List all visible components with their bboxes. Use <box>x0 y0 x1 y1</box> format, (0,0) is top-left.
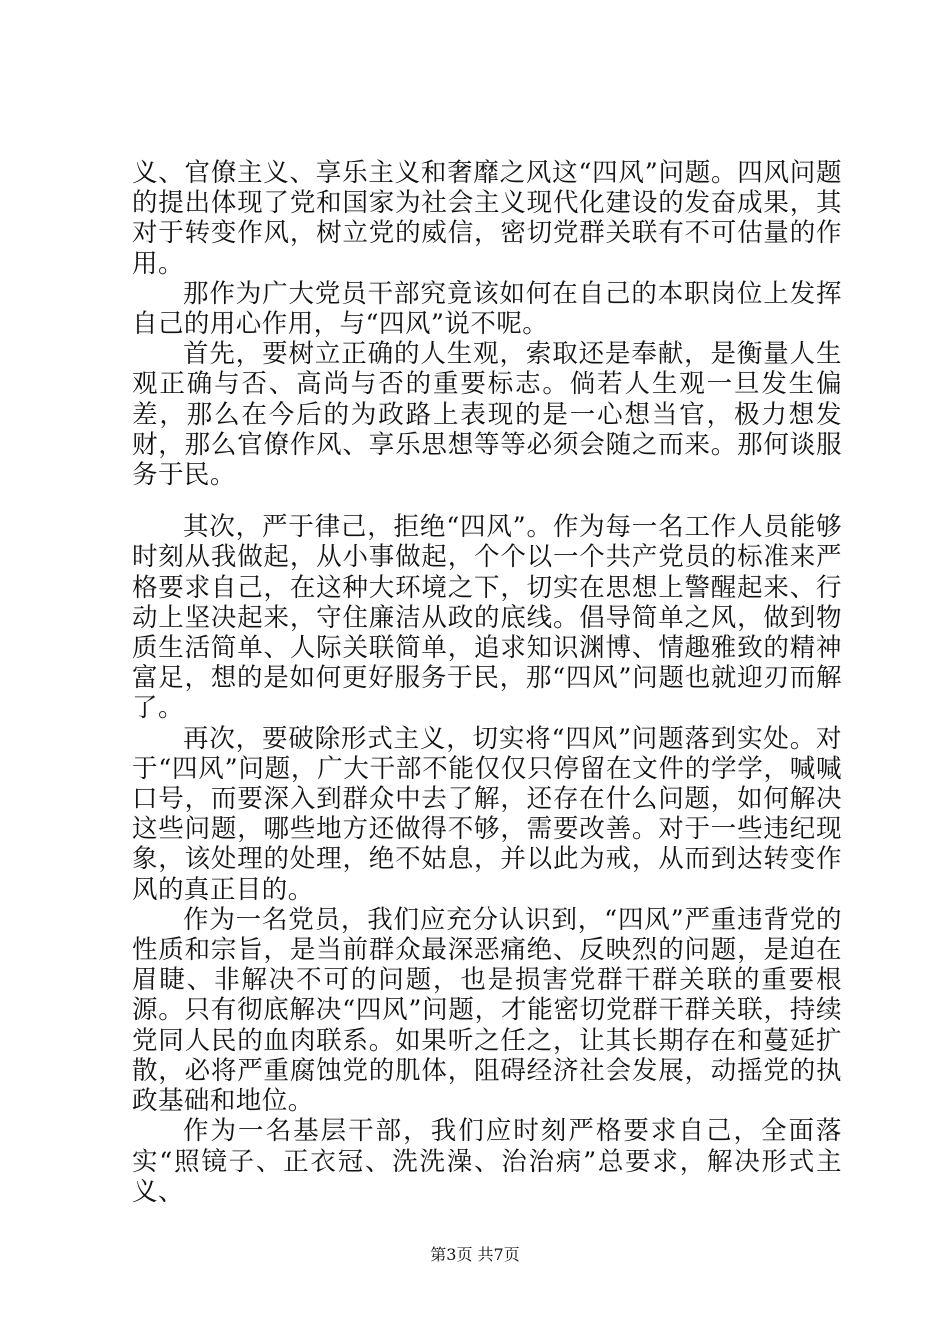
paragraph-2: 那作为广大党员干部究竟该如何在自己的本职岗位上发挥自己的用心作用，与“四风”说不呢。 <box>132 278 842 340</box>
paragraph-4: 其次，严于律己，拒绝“四风”。作为每一名工作人员能够时刻从我做起，从小事做起，个个以一个共产党员的标准来严格要求自己，在这种大环境之下，切实在思想上警醒起来、行动上坚决起来，守住廉洁从政的底线。倡导简单之风，做到物质生活简单、人际关联简单，追求知识渊博、情趣雅致的精神富足，想的是如何更好服务于民，那“四风”问题也就迎刃而解了。 <box>132 512 842 724</box>
paragraph-6: 作为一名党员，我们应充分认识到，“四风”严重违背党的性质和宗旨，是当前群众最深恶痛绝、反映烈的问题，是迫在眉睫、非解决不可的问题，也是损害党群干群关联的重要根源。只有彻底解决“四风”问题，才能密切党群干群关联，持续党同人民的血肉联系。如果听之任之，让其长期存在和蔓延扩散，必将严重腐蚀党的肌体，阻碍经济社会发展，动摇党的执政基础和地位。 <box>132 904 842 1117</box>
paragraph-1: 义、官僚主义、享乐主义和奢靡之风这“四风”问题。四风问题的提出体现了党和国家为社会主义现代化建设的发奋成果，其对于转变作风，树立党的威信，密切党群关联有不可估量的作用。 <box>132 158 842 279</box>
paragraph-gap <box>132 490 842 512</box>
page-number-footer: 第3页 共7页 <box>430 1245 520 1264</box>
paragraph-3: 首先，要树立正确的人生观，索取还是奉献，是衡量人生观正确与否、高尚与否的重要标志。倘若人生观一旦发生偏差，那么在今后的为政路上表现的是一心想当官，极力想发财，那么官僚作风、享乐思想等等必须会随之而来。那何谈服务于民。 <box>132 339 842 491</box>
paragraph-7: 作为一名基层干部，我们应时刻严格要求自己，全面落实“照镜子、正衣冠、洗洗澡、治治病”总要求，解决形式主义、 <box>132 1116 842 1207</box>
document-body <box>132 158 842 1207</box>
paragraph-5: 再次，要破除形式主义，切实将“四风”问题落到实处。对于“四风”问题，广大干部不能仅仅只停留在文件的学学，喊喊口号，而要深入到群众中去了解，还存在什么问题，如何解决这些问题，哪些地方还做得不够，需要改善。对于一些违纪现象，该处理的处理，绝不姑息，并以此为戒，从而到达转变作风的真正目的。 <box>132 723 842 905</box>
